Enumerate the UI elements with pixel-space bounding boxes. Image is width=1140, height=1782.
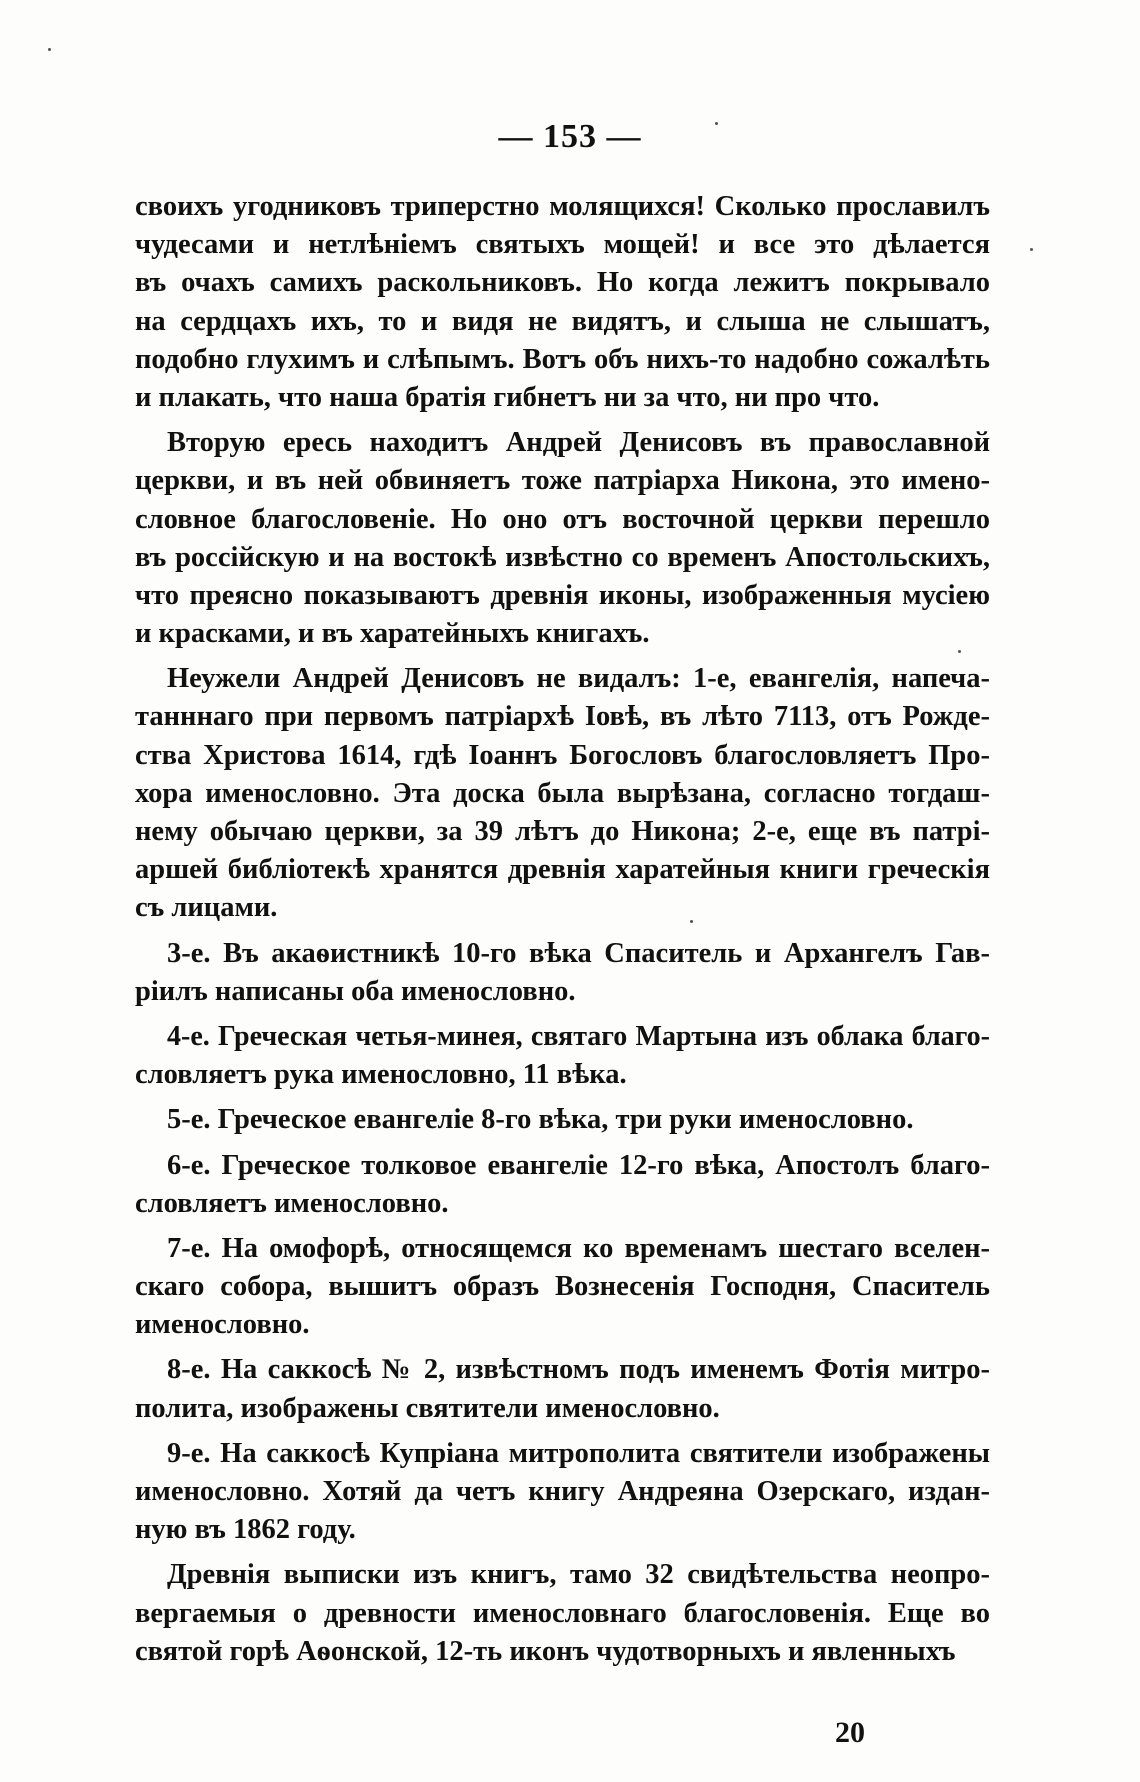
paragraph-gap: [135, 1094, 990, 1101]
text-line: Неужели Андрей Денисовъ не видалъ: 1-е, евангелія, напеча-: [167, 663, 990, 695]
text-line: Древнія выписки изъ книгъ, тамо 32 свидѣтельства неопро-: [167, 1559, 990, 1591]
paragraph-gap: [135, 1549, 990, 1556]
text-line: и плакать, что наша братія гибнетъ ни за что, ни про что.: [135, 381, 880, 413]
body-text: [135, 188, 990, 1671]
text-line: что преясно показываютъ древнія иконы, изображенныя мусіею: [135, 579, 990, 611]
text-line: ріилъ написаны оба именословно.: [135, 975, 576, 1007]
text-line: аршей библіотекѣ хранятся древнія харатейныя книги греческія: [135, 854, 990, 886]
paragraph: [135, 1101, 990, 1139]
text-line: Вторую ересь находитъ Андрей Денисовъ въ православной: [167, 427, 990, 459]
text-line: танннаго при первомъ патріархѣ Іовѣ, въ лѣто 7113, отъ Рожде-: [135, 701, 990, 733]
paragraph-gap: [135, 417, 990, 424]
paragraph-gap: [135, 653, 990, 660]
text-line: вергаемыя о древности именословнаго благословенія. Еще во: [135, 1597, 990, 1629]
text-line: въ россійскую и на востокѣ извѣстно со временъ Апостольскихъ,: [135, 541, 990, 573]
text-line: 5-е. Греческое евангеліе 8-го вѣка, три руки именословно.: [167, 1104, 914, 1136]
text-line: 6-е. Греческое толковое евангеліе 12-го вѣка, Апостолъ благо-: [167, 1149, 990, 1181]
paper-speck: [690, 920, 693, 923]
text-line: церкви, и въ ней обвиняетъ тоже патріарха Никона, это имено-: [135, 465, 990, 497]
text-line: скаго собора, вышитъ образъ Вознесенія Господня, Спаситель: [135, 1271, 990, 1303]
text-line: чудесами и нетлѣніемъ святыхъ мощей! и все это дѣлается: [135, 229, 990, 261]
text-line: хора именословно. Эта доска была вырѣзана, согласно тогдаш-: [135, 777, 990, 809]
text-line: 4-е. Греческая четья-минея, святаго Мартына изъ облака благо-: [167, 1020, 990, 1052]
text-line: своихъ угодниковъ триперстно молящихся! Сколько прославилъ: [135, 191, 990, 222]
text-line: на сердцахъ ихъ, то и видя не видятъ, и слыша не слышатъ,: [135, 305, 990, 337]
text-line: 9-е. На саккосѣ Купріана митрополита святители изображены: [167, 1437, 990, 1469]
paragraph: [135, 188, 990, 417]
paragraph: [135, 660, 990, 927]
paragraph-gap: [135, 928, 990, 935]
paragraph-gap: [135, 1223, 990, 1230]
paragraph: [135, 1018, 990, 1094]
text-line: святой горѣ Аѳонской, 12-ть иконъ чудотворныхъ и явленныхъ: [135, 1635, 956, 1667]
text-line: ную въ 1862 году.: [135, 1514, 356, 1546]
text-line: именословно. Хотяй да четъ книгу Андреяна Озерскаго, издан-: [135, 1476, 990, 1507]
paper-speck: [958, 650, 961, 653]
paragraph: [135, 1435, 990, 1550]
paper-speck: [48, 48, 51, 51]
text-line: именословно.: [135, 1309, 310, 1341]
text-line: 7-е. На омофорѣ, относящемся ко временамъ шестаго вселен-: [167, 1232, 990, 1264]
paragraph: [135, 1147, 990, 1223]
text-line: словляетъ именословно.: [135, 1187, 449, 1219]
paper-speck: [1030, 248, 1033, 251]
paper-speck: [715, 122, 718, 125]
paragraph: [135, 935, 990, 1011]
text-line: въ очахъ самихъ раскольниковъ. Но когда лежитъ покрывало: [135, 267, 990, 299]
paragraph-gap: [135, 1428, 990, 1435]
paragraph: [135, 424, 990, 653]
text-line: 8-е. На саккосѣ № 2, извѣстномъ подъ именемъ Фотія митро-: [167, 1354, 990, 1386]
paragraph-gap: [135, 1344, 990, 1351]
paragraph: [135, 1230, 990, 1345]
paragraph: [135, 1351, 990, 1427]
text-line: словляетъ рука именословно, 11 вѣка.: [135, 1059, 627, 1091]
page-number: — 153 —: [498, 118, 642, 155]
signature-mark: 20: [835, 1716, 865, 1749]
text-line: 3-е. Въ акаѳистникѣ 10-го вѣка Спаситель и Архангелъ Гав-: [167, 937, 990, 969]
paragraph-gap: [135, 1140, 990, 1147]
paragraph: [135, 1556, 990, 1671]
text-line: полита, изображены святители именословно.: [135, 1392, 720, 1424]
text-line: съ лицами.: [135, 892, 278, 924]
text-line: ства Христова 1614, гдѣ Іоаннъ Богословъ благословляетъ Про-: [135, 739, 990, 771]
text-line: нему обычаю церкви, за 39 лѣтъ до Никона; 2-е, еще въ патрі-: [135, 816, 990, 847]
text-line: словное благословеніе. Но оно отъ восточной церкви перешло: [135, 503, 990, 535]
text-line: и красками, и въ харатейныхъ книгахъ.: [135, 618, 650, 650]
text-line: подобно глухимъ и слѣпымъ. Вотъ объ нихъ-то надобно сожалѣть: [135, 343, 990, 375]
paragraph-gap: [135, 1011, 990, 1018]
